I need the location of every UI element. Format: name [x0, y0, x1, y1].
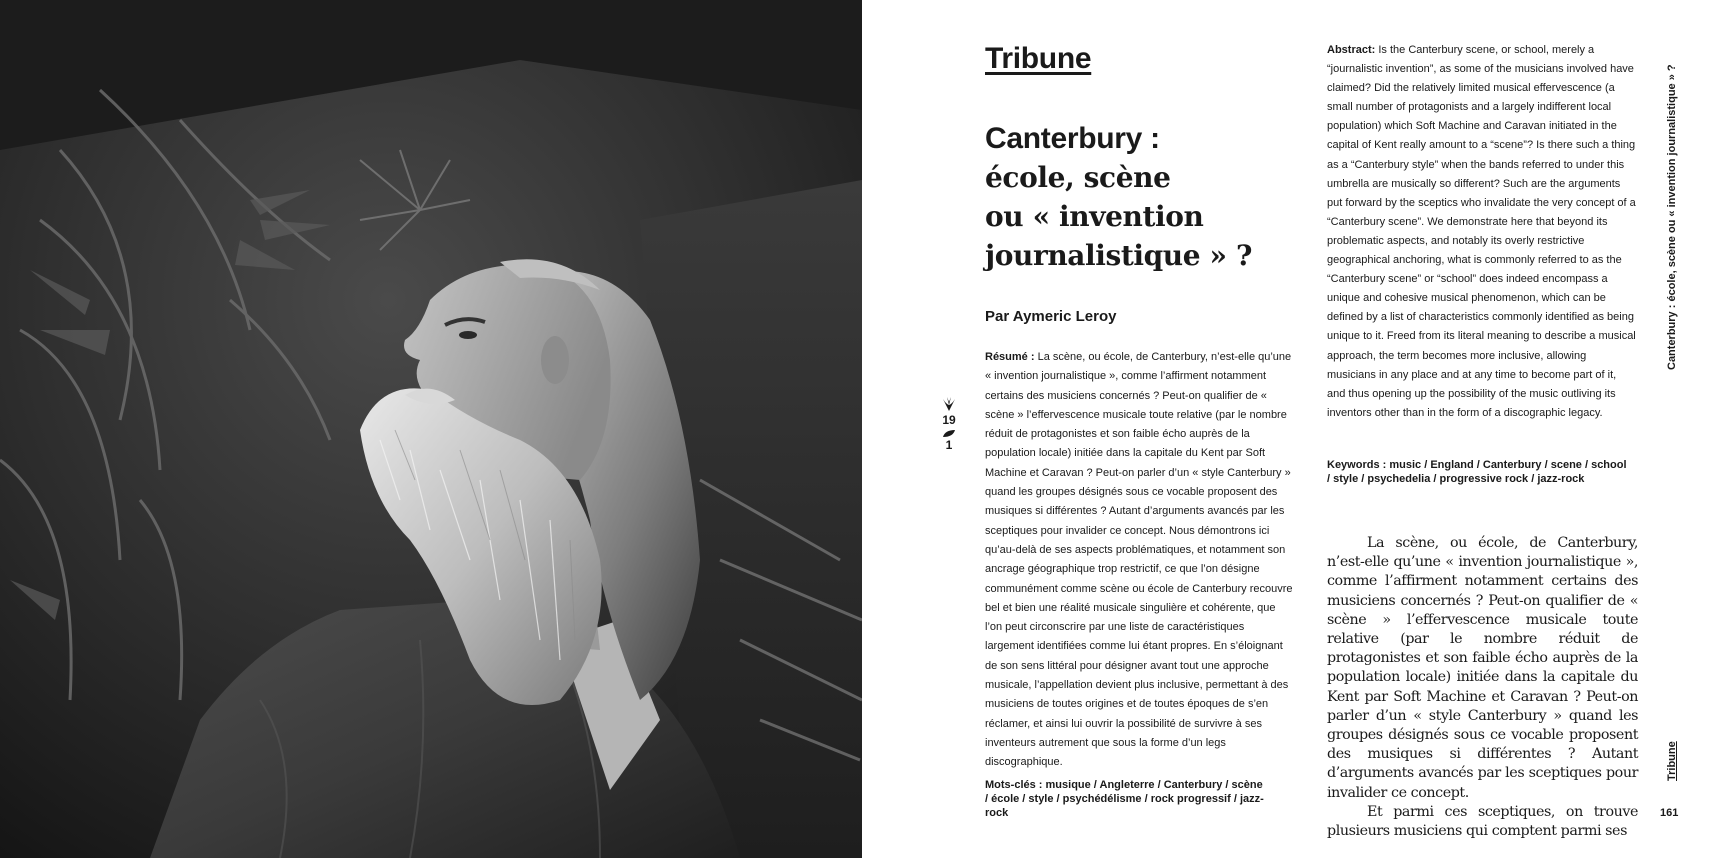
keywords-en-text: music / England / Canterbury / scene / school / style / psychedelia / progressive rock / jazz-rock [1327, 459, 1627, 485]
title-main: Canterbury : [985, 122, 1160, 155]
title-sub-line: journalistique » ? [985, 239, 1252, 272]
abstract-fr-text: La scène, ou école, de Canterbury, n’est-elle qu’une « invention journalistique », comme l’affirment notamment certains des musiciens concernés ? Peut-on qualifier de « scène » l’effervescence musicale toute relative (par le nombre réduit de protagonistes et son faible écho auprès de la population locale) initiée dans la capitale du Kent par Soft Machine et Caravan ? Peut-on parler d’un « style Canterbury » quand les groupes désignés sous ce vocable proposent des musiques si différentes ? Autant d’arguments avancés par les sceptiques pour invalider ce concept. Nous démontrons ici qu’au-delà de ses aspects problématiques, et notamment son ancrage géographique trop restrictif, ce que l’on désigne communément comme scène ou école de Canterbury recouvre bel et bien une réalité musicale singulière et cohérente, que l’on peut circonscrire par une liste de caractéristiques largement identifiées comme lui étant propres. En s’éloignant de son sens littéral pour désigner avant tout une approche musicale, l’appellation devient plus inclusive, permettant à des musiciens de toutes origines et de toutes époques de s’en réclamer, et ainsi lui ouvrir la possibilité de survivre à ses inventeurs autrement que sous la forme d’un legs discographique. [985, 351, 1293, 769]
abstract-en-text: Is the Canterbury scene, or school, merely a “journalistic invention”, as some of the musicians involved have claimed? Did the relatively limited musical effervescence (a small number of protagonists and a largely indifferent local population) which Soft Machine and Caravan initiated in the capital of Kent really amount to a “scene”? Is there such a thing as a “Canterbury style” when the bands referred to under this umbrella are musically so different? Such are the arguments put forward by the sceptics who invalidate the very concept of a “Canterbury scene”. We demonstrate here that beyond its problematic aspects, and notably its overly restrictive geographical anchoring, what is commonly referred to as the “Canterbury scene” or “school” does indeed encompass a unique and cohesive musical phenomenon, which can be defined by a list of characteristics commonly identified as being unique to it. Freed from its literal meaning to describe a musical approach, the term becomes more inclusive, allowing musicians in any place and at any time to become part of it, and thus opening up the possibility of the music outliving its inventors other than in the form of a discographic legacy. [1327, 44, 1636, 419]
abstract-en [1327, 41, 1637, 423]
title-sub-line: ou « invention [985, 200, 1204, 233]
title-sub-line: école, scène [985, 161, 1171, 194]
byline: Par Aymeric Leroy [985, 308, 1117, 325]
abstract-fr-lead: Résumé : [985, 351, 1035, 363]
article-body [1327, 534, 1638, 841]
article-page [862, 0, 1716, 858]
body-paragraph: Et parmi ces sceptiques, on trouve plusieurs musiciens qui comptent parmi ses [1327, 803, 1638, 840]
section-label: Tribune [985, 42, 1092, 75]
footer-section [1662, 735, 1682, 781]
abstract-fr [985, 348, 1295, 773]
marker-number-top: 19 [942, 413, 956, 427]
footer-section-text: Tribune [1666, 741, 1678, 781]
keywords-fr-text: musique / Angleterre / Canterbury / scène / école / style / psychédélisme / rock progressif / jazz-rock [985, 779, 1264, 819]
keywords-fr [985, 778, 1265, 820]
title-subtitle [985, 158, 1285, 275]
keywords-fr-lead: Mots-clés : [985, 779, 1043, 791]
running-head [1662, 30, 1682, 370]
body-paragraph: La scène, ou école, de Canterbury, n’est-elle qu’une « invention journalistique », comme l’affirment notamment certains des musiciens concernés ? Peut-on qualifier de « scène » l’effervescence musicale toute relative (par le nombre réduit de protagonistes et son faible écho auprès de la population locale) initiée dans la capitale du Kent par Soft Machine et Caravan ? Peut-on parler d’un « style Canterbury » quand les groupes désignés sous ce vocable proposent des musiques si différentes ? Autant d’arguments avancés par les sceptiques pour invalider ce concept. [1327, 535, 1638, 801]
marker-number-bottom: 1 [945, 438, 953, 452]
page-number: 161 [1660, 807, 1679, 819]
leaf-glyph-icon [942, 429, 956, 438]
abstract-en-lead: Abstract: [1327, 44, 1376, 56]
running-head-text: Canterbury : école, scène ou « invention journalistique » ? [1666, 64, 1678, 370]
keywords-en-lead: Keywords : [1327, 459, 1387, 471]
page-marker [934, 396, 964, 452]
fan-glyph-icon [941, 396, 957, 412]
keywords-en [1327, 458, 1627, 486]
article-title [985, 120, 1285, 275]
